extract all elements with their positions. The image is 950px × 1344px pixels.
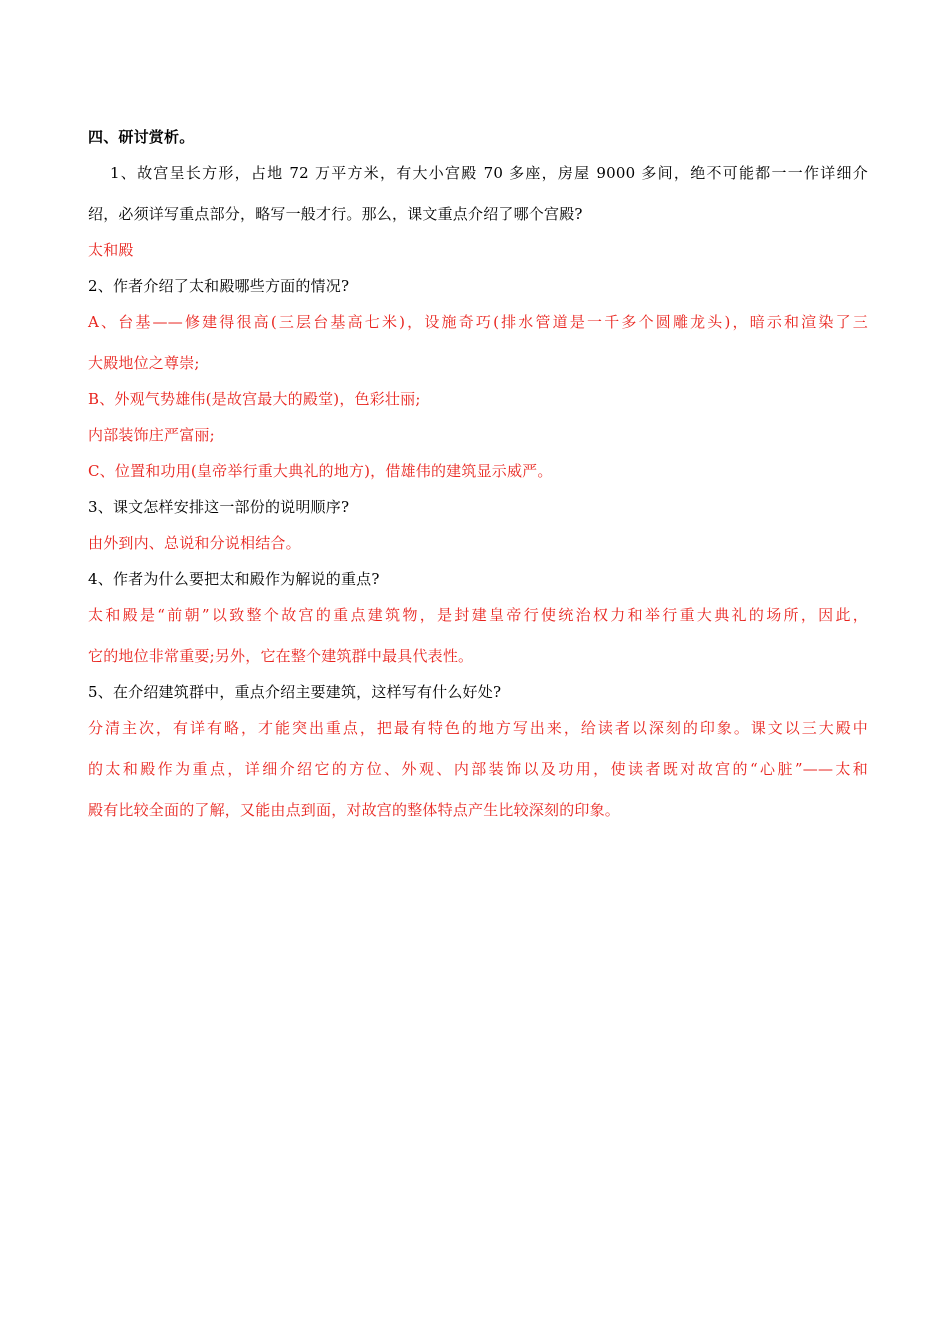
section-heading: 四、研讨赏析。 [88,128,195,146]
question-3: 3、课文怎样安排这一部份的说明顺序? [88,498,350,516]
answer-5-line-1: 分清主次，有详有略，才能突出重点，把最有特色的地方写出来，给读者以深刻的印象。课文以三大殿中 [88,719,868,737]
answer-2-a-line-2: 大殿地位之尊崇; [88,354,200,372]
answer-2-b: B、外观气势雄伟(是故宫最大的殿堂)，色彩壮丽; [88,390,421,408]
question-5: 5、在介绍建筑群中，重点介绍主要建筑，这样写有什么好处? [88,683,502,701]
answer-1: 太和殿 [88,241,134,259]
answer-2-a-line-1: A、台基——修建得很高(三层台基高七米)，设施奇巧(排水管道是一千多个圆雕龙头)，暗示和渲染了三 [88,313,868,331]
question-2: 2、作者介绍了太和殿哪些方面的情况? [88,277,350,295]
answer-2-b-interior: 内部装饰庄严富丽; [88,426,215,444]
question-1-line-2: 绍，必须详写重点部分，略写一般才行。那么，课文重点介绍了哪个宫殿? [88,205,583,223]
question-4: 4、作者为什么要把太和殿作为解说的重点? [88,570,380,588]
answer-5-line-2: 的太和殿作为重点，详细介绍它的方位、外观、内部装饰以及功用，使读者既对故宫的“心脏”——太和 [88,760,868,778]
answer-2-c: C、位置和功用(皇帝举行重大典礼的地方)，借雄伟的建筑显示威严。 [88,462,553,480]
answer-4-line-1: 太和殿是“前朝”以致整个故宫的重点建筑物，是封建皇帝行使统治权力和举行重大典礼的场所，因此， [88,606,868,624]
question-1-line-1: 1、故宫呈长方形，占地 72 万平方米，有大小宫殿 70 多座，房屋 9000 多间，绝不可能都一一作详细介 [110,164,868,182]
answer-5-line-3: 殿有比较全面的了解，又能由点到面，对故宫的整体特点产生比较深刻的印象。 [88,801,621,819]
answer-3: 由外到内、总说和分说相结合。 [88,534,301,552]
answer-4-line-2: 它的地位非常重要;另外，它在整个建筑群中最具代表性。 [88,647,474,665]
